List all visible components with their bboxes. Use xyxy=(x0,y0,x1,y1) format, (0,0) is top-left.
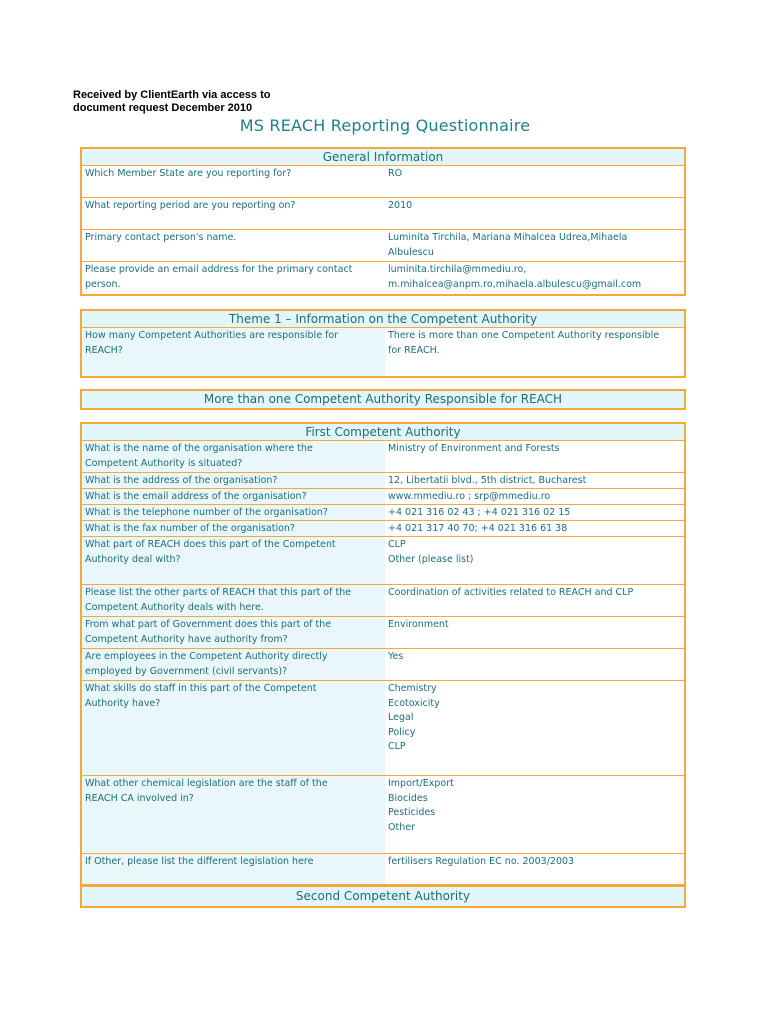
question-text: REACH? xyxy=(85,344,123,356)
question-text: person. xyxy=(85,278,121,290)
general-information-heading: General Information xyxy=(82,149,684,166)
table-row xyxy=(82,473,684,489)
question-text: Please list the other parts of REACH that this part of the xyxy=(85,587,352,598)
answer-text: Luminita Tirchila, Mariana Mihalcea Udrea,Mihaela xyxy=(388,232,628,243)
answer-cell xyxy=(385,198,684,229)
answer-text: fertilisers Regulation EC no. 2003/2003 xyxy=(388,856,575,867)
question-text: Primary contact person's name. xyxy=(85,232,237,243)
question-text: Authority deal with? xyxy=(85,553,181,565)
table-row xyxy=(82,489,684,505)
answer-cell xyxy=(385,521,684,536)
answer-cell xyxy=(385,537,684,584)
question-cell xyxy=(82,166,385,197)
question-text: Are employees in the Competent Authority directly xyxy=(85,651,328,662)
first-competent-authority-heading: First Competent Authority xyxy=(82,424,684,441)
more-than-one-ca-heading: More than one Competent Authority Responsible for REACH xyxy=(82,391,684,408)
table-row xyxy=(82,537,684,585)
answer-text: Yes xyxy=(388,651,404,662)
theme-1-section xyxy=(80,309,686,378)
answer-text: 12, Libertatii blvd., 5th district, Bucharest xyxy=(388,475,587,486)
answer-text: +4 021 317 40 70; +4 021 316 61 38 xyxy=(388,523,568,534)
question-cell xyxy=(82,441,385,472)
table-row xyxy=(82,585,684,617)
question-text: Competent Authority have authority from? xyxy=(85,633,288,645)
answer-text: m.mihalcea@anpm.ro,mihaela.albulescu@gmail.com xyxy=(388,278,642,290)
answer-text: Coordination of activities related to REACH and CLP xyxy=(388,587,634,598)
more-than-one-ca-section xyxy=(80,389,686,410)
page-title: MS REACH Reporting Questionnaire xyxy=(239,116,531,135)
question-cell xyxy=(82,230,385,261)
answer-text: Ministry of Environment and Forests xyxy=(388,443,560,454)
question-text: What is the address of the organisation? xyxy=(85,475,278,486)
answer-text: Policy xyxy=(388,726,416,738)
answer-text: Legal xyxy=(388,712,414,723)
answer-text: Albulescu xyxy=(388,246,434,258)
answer-text: Environment xyxy=(388,619,449,630)
second-competent-authority-section xyxy=(80,885,686,908)
question-text: Competent Authority is situated? xyxy=(85,457,243,469)
question-text: What other chemical legislation are the staff of the xyxy=(85,778,328,789)
theme-1-heading: Theme 1 – Information on the Competent Authority xyxy=(82,311,684,328)
question-text: What is the telephone number of the organisation? xyxy=(85,507,328,518)
answer-cell xyxy=(385,776,684,853)
answer-cell xyxy=(385,473,684,488)
answer-text: Other xyxy=(388,821,415,833)
question-cell xyxy=(82,537,385,584)
table-row xyxy=(82,166,684,198)
answer-text: for REACH. xyxy=(388,344,440,356)
table-row xyxy=(82,505,684,521)
answer-text: Pesticides xyxy=(388,807,436,818)
general-information-rows xyxy=(82,166,684,294)
answer-text: Chemistry xyxy=(388,683,437,694)
answer-text: +4 021 316 02 43 ; +4 021 316 02 15 xyxy=(388,507,571,518)
question-text: employed by Government (civil servants)? xyxy=(85,665,288,677)
question-text: From what part of Government does this part of the xyxy=(85,619,332,630)
answer-cell xyxy=(385,585,684,616)
received-line-2: document request December 2010 xyxy=(73,102,253,114)
answer-text: Import/Export xyxy=(388,778,454,789)
question-text: How many Competent Authorities are responsible for xyxy=(85,330,339,341)
answer-cell xyxy=(385,262,684,294)
table-row xyxy=(82,649,684,681)
question-text: Please provide an email address for the primary contact xyxy=(85,264,353,275)
question-cell xyxy=(82,649,385,680)
answer-text: Ecotoxicity xyxy=(388,697,440,709)
table-row xyxy=(82,521,684,537)
answer-text: luminita.tirchila@mmediu.ro, xyxy=(388,264,527,275)
first-competent-authority-section xyxy=(80,422,686,886)
answer-cell xyxy=(385,441,684,472)
general-information-section xyxy=(80,147,686,296)
question-cell xyxy=(82,585,385,616)
answer-cell xyxy=(385,489,684,504)
answer-cell xyxy=(385,617,684,648)
answer-cell xyxy=(385,649,684,680)
answer-cell xyxy=(385,328,684,376)
theme-1-rows xyxy=(82,328,684,376)
question-cell xyxy=(82,473,385,488)
answer-text: Other (please list) xyxy=(388,553,474,565)
table-row xyxy=(82,681,684,776)
table-row xyxy=(82,262,684,294)
answer-cell xyxy=(385,230,684,261)
question-cell xyxy=(82,776,385,853)
answer-cell xyxy=(385,681,684,775)
answer-text: CLP xyxy=(388,539,406,550)
question-text: What reporting period are you reporting on? xyxy=(85,200,296,211)
question-cell xyxy=(82,521,385,536)
question-cell xyxy=(82,198,385,229)
received-line-1: Received by ClientEarth via access to xyxy=(73,89,271,101)
question-cell xyxy=(82,262,385,294)
second-competent-authority-heading: Second Competent Authority xyxy=(82,887,684,906)
question-text: Which Member State are you reporting for? xyxy=(85,168,292,179)
question-cell xyxy=(82,854,385,884)
question-cell xyxy=(82,681,385,775)
question-text: REACH CA involved in? xyxy=(85,792,194,804)
question-text: What is the fax number of the organisation? xyxy=(85,523,295,534)
question-text: What skills do staff in this part of the Competent xyxy=(85,683,317,694)
table-row xyxy=(82,328,684,376)
answer-cell xyxy=(385,166,684,197)
answer-text: RO xyxy=(388,168,403,179)
question-text: If Other, please list the different legislation here xyxy=(85,856,314,867)
answer-text: There is more than one Competent Authority responsible xyxy=(388,330,660,341)
question-cell xyxy=(82,328,385,376)
question-cell xyxy=(82,489,385,504)
table-row xyxy=(82,441,684,473)
first-competent-authority-rows xyxy=(82,441,684,884)
answer-text: www.mmediu.ro ; srp@mmediu.ro xyxy=(388,491,551,502)
received-note xyxy=(73,89,373,115)
table-row xyxy=(82,617,684,649)
answer-text: Biocides xyxy=(388,792,428,804)
question-text: What is the name of the organisation where the xyxy=(85,443,313,454)
question-text: What part of REACH does this part of the Competent xyxy=(85,539,336,550)
question-text: What is the email address of the organisation? xyxy=(85,491,307,502)
answer-cell xyxy=(385,854,684,884)
table-row xyxy=(82,198,684,230)
table-row xyxy=(82,854,684,884)
table-row xyxy=(82,776,684,854)
answer-text: 2010 xyxy=(388,200,413,211)
answer-cell xyxy=(385,505,684,520)
table-row xyxy=(82,230,684,262)
question-cell xyxy=(82,505,385,520)
answer-text: CLP xyxy=(388,741,406,752)
question-cell xyxy=(82,617,385,648)
question-text: Competent Authority deals with here. xyxy=(85,601,264,613)
question-text: Authority have? xyxy=(85,697,161,709)
